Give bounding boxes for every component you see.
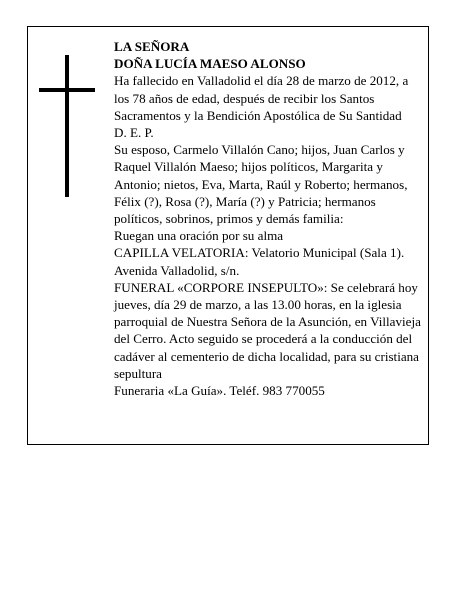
funeral-info: FUNERAL «CORPORE INSEPULTO»: Se celebrará hoy jueves, día 29 de marzo, a las 13.00 horas, en la iglesia parroquial de Nuestra Señora de la Asunción, en Villavieja del Cerro. Acto seguido se procederá a la conducción del cadáver al cementerio de dicha localidad, para su cristiana sepultura — [114, 279, 421, 381]
dep-line: D. E. P. — [114, 125, 154, 141]
chapel-info: CAPILLA VELATORIA: Velatorio Municipal (Sala 1). Avenida Valladolid, s/n. — [114, 245, 405, 278]
cross-icon — [39, 55, 95, 197]
cross-horizontal-bar — [39, 88, 95, 92]
deceased-name: DOÑA LUCÍA MAESO ALONSO — [114, 56, 306, 72]
obituary-text — [114, 38, 426, 399]
notice-title: LA SEÑORA — [114, 39, 190, 54]
cross-vertical-bar — [65, 55, 69, 197]
prayer-request: Ruegan una oración por su alma — [114, 228, 284, 244]
funeral-home-info: Funeraria «La Guía». Teléf. 983 770055 — [114, 383, 325, 399]
family-list: Su esposo, Carmelo Villalón Cano; hijos, Juan Carlos y Raquel Villalón Maeso; hijos políticos, Margarita y Antonio; nietos, Eva, Marta, Raúl y Roberto; hermanos, Félix (?), Rosa (?), María (?) y Patricia; hermanos políticos, sobrinos, primos y demás familia: — [114, 142, 408, 227]
passing-announcement: Ha fallecido en Valladolid el día 28 de marzo de 2012, a los 78 años de edad, después de recibir los Santos Sacramentos y la Bendición Apostólica de Su Santidad — [114, 73, 409, 123]
